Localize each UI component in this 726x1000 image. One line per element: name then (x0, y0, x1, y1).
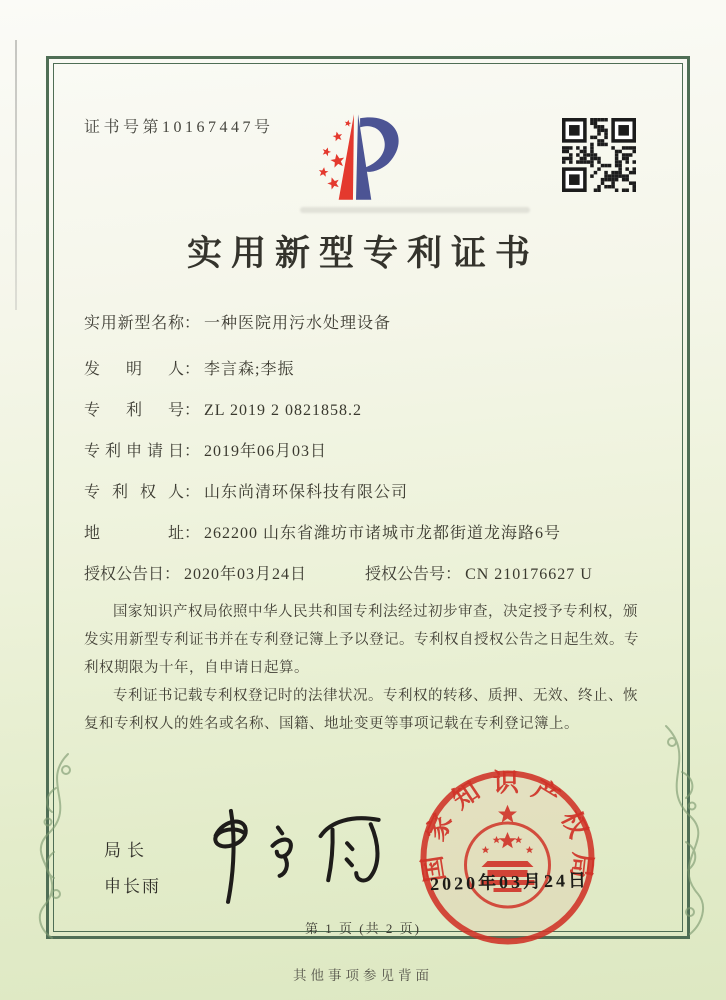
field-colon: ： (184, 315, 201, 332)
corner-flourish-icon (26, 748, 86, 943)
commissioner-name: 申长雨 (104, 877, 161, 896)
legal-paragraph: 专利证书记载专利权登记时的法律状况。专利权的转移、质押、无效、终止、恢复和专利权人的姓名或名称、国籍、地址变更等事项记载在专利登记簿上。 (84, 688, 638, 732)
footer-note: 其他事项参见背面 (293, 968, 433, 983)
field-colon: ： (184, 484, 201, 501)
national-emblem-seal (415, 765, 600, 950)
grant-number-label: 授权公告号 (365, 566, 446, 583)
field-label: 实用新型名称 (84, 315, 184, 332)
field-value: 2019年06月03日 (204, 443, 328, 460)
field-label: 专利权人 (84, 484, 184, 501)
field-label: 专利申请日 (84, 443, 184, 460)
field-label: 地址 (84, 525, 184, 542)
grant-date-label: 授权公告日 (84, 566, 165, 583)
cnipa-logo-icon (300, 108, 412, 210)
field-grant-info (84, 561, 646, 602)
field-value: 李言森;李振 (204, 361, 295, 378)
field-colon: ： (445, 566, 462, 583)
field-utility-model-name (84, 310, 646, 351)
handwritten-signature-icon (180, 798, 415, 908)
grant-number-value: CN 210176627 U (465, 566, 593, 583)
field-address (84, 520, 646, 561)
field-label: 发明人 (84, 361, 184, 378)
certificate-title: 实用新型专利证书 (186, 234, 539, 273)
field-list (84, 310, 646, 602)
field-colon: ： (184, 525, 201, 542)
seal-date: 2020年03月24日 (429, 869, 590, 895)
legal-text (84, 598, 646, 738)
commissioner-title: 局长 (104, 841, 150, 860)
field-colon: ： (164, 566, 181, 583)
page-number: 第 1 页 (共 2 页) (305, 921, 421, 936)
certificate-number: 证书号第10167447号 (84, 119, 274, 136)
field-patent-number (84, 397, 646, 438)
seal-ring-text: 国家知识产权局 (417, 768, 598, 884)
field-inventor (84, 356, 646, 397)
field-value: 山东尚清环保科技有限公司 (204, 484, 409, 501)
field-patentee (84, 479, 646, 520)
qr-code (562, 118, 636, 192)
field-value: 一种医院用污水处理设备 (204, 315, 392, 332)
grant-date-value: 2020年03月24日 (184, 566, 308, 583)
field-value: 262200 山东省潍坊市诸城市龙都街道龙海路6号 (204, 525, 562, 542)
field-colon: ： (184, 402, 201, 419)
field-value: ZL 2019 2 0821858.2 (204, 402, 362, 419)
field-colon: ： (184, 443, 201, 460)
legal-paragraph: 国家知识产权局依照中华人民共和国专利法经过初步审查，决定授予专利权，颁发实用新型专利证书并在专利登记簿上予以登记。专利权自授权公告之日起生效。专利权期限为十年，自申请日起算。 (84, 604, 639, 676)
field-label: 专利号 (84, 402, 184, 419)
field-colon: ： (184, 361, 201, 378)
field-filing-date (84, 438, 646, 479)
corner-flourish-icon (646, 722, 716, 942)
